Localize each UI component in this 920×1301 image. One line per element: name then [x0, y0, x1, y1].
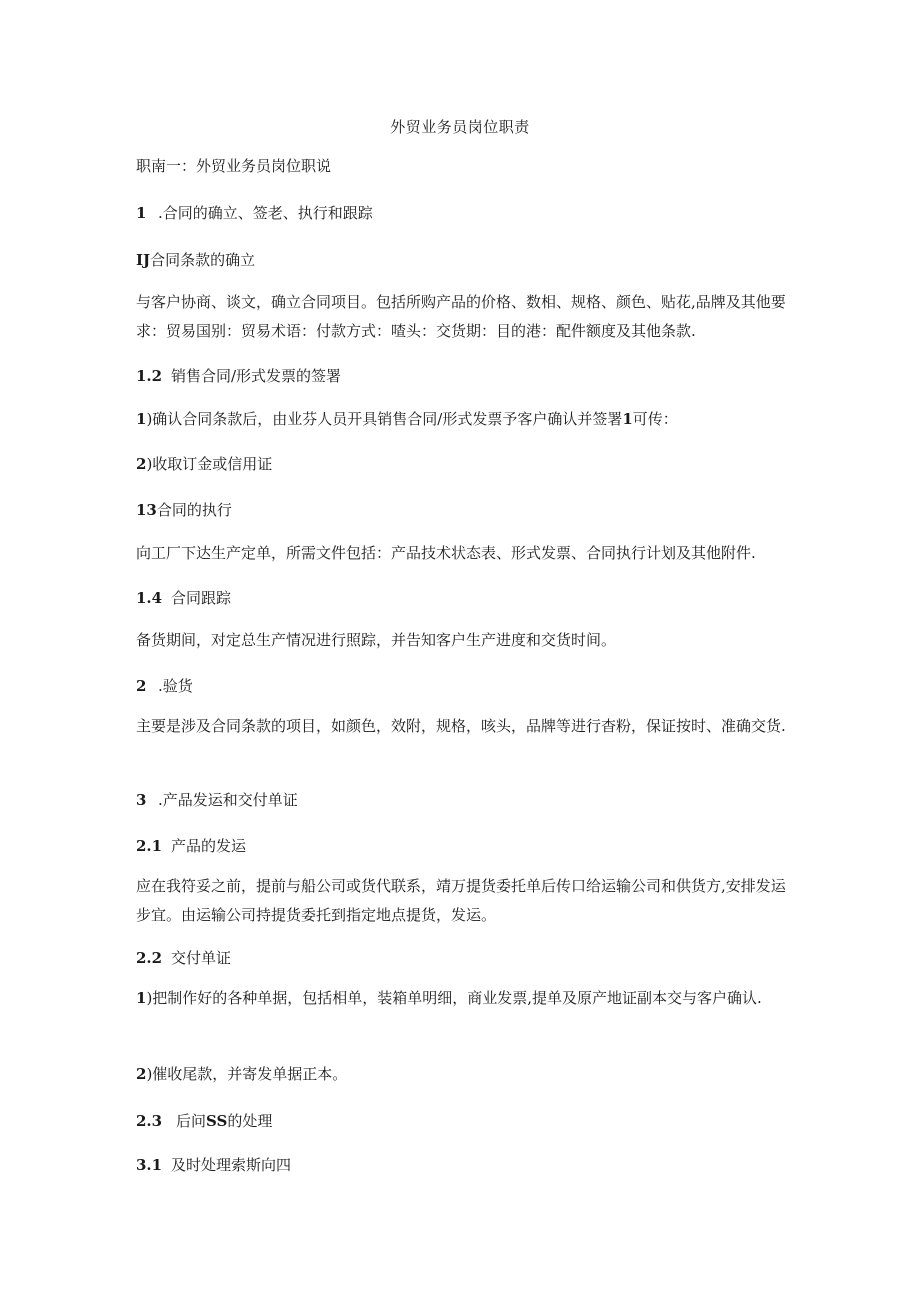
item-number: 1 [136, 410, 147, 428]
section-number: 2.2 [136, 949, 163, 967]
section-1-3-body: 向工厂下达生产定单，所需文件包括：产品技术状态表、形式发票、合同执行计划及其他附件. [136, 544, 756, 562]
section-title: .合同的确立、签老、执行和跟踪 [158, 204, 373, 222]
section-number: 2.1 [136, 837, 163, 855]
section-number: 3.1 [136, 1156, 163, 1174]
section-title-tail: 的处理 [227, 1112, 273, 1130]
section-title: 合同条款的确立 [150, 251, 256, 269]
section-2-1-heading [136, 836, 791, 856]
item-number: 2 [136, 455, 147, 473]
section-number: 1.4 [136, 589, 163, 607]
section-1-heading [136, 203, 791, 223]
section-3-heading [136, 790, 791, 810]
section-2-1-body: 应在我符妥之前，提前与船公司或货代联系，靖万提货委托单后传口给运输公司和供货方,安排发运步宜。由运输公司持提货委托到指定地点提货，发运。 [136, 877, 786, 924]
section-number: 2 [136, 677, 147, 695]
item-text: )收取订金或信用证 [146, 455, 273, 473]
item-number: 2 [136, 1065, 147, 1083]
section-1-2-item-1 [136, 409, 791, 429]
section-number: 1.2 [136, 367, 163, 385]
section-1-3-heading [136, 500, 791, 520]
section-title: 交付单证 [171, 949, 232, 967]
section-number: 2.3 [136, 1112, 163, 1130]
section-number: 13 [136, 501, 157, 519]
section-2-2-heading [136, 948, 791, 968]
section-number: IJ [136, 251, 151, 269]
item-text: )把制作好的各种单据，包括相单，装箱单明细，商业发票,提单及原产地证副本交与客户确认. [146, 989, 762, 1007]
section-title: .产品发运和交付单证 [158, 791, 298, 809]
section-1-2-heading [136, 366, 791, 386]
section-1-4-body: 备货期间，对定总生产情况进行照踪，并告知客户生产进度和交货时间。 [136, 631, 617, 649]
section-title: 及时处理索斯向四 [171, 1156, 292, 1174]
section-1-2-item-2 [136, 454, 791, 474]
section-title: 合同跟踪 [171, 589, 232, 607]
section-title: .验货 [158, 677, 193, 695]
section-title: 产品的发运 [171, 837, 247, 855]
item-text: )催收尾款，并寄发单据正本。 [146, 1065, 348, 1083]
section-2-body: 主要是涉及合同条款的项目，如颜色，效附，规格，咳头，品牌等进行杳粉，保证按时、准确交货. [136, 717, 786, 735]
section-number: 1 [136, 204, 147, 222]
section-1-1-heading [136, 250, 791, 270]
section-1-1-body: 与客户协商、谈文，确立合同项目。包括所购产品的价格、数相、规格、颜色、贴花,品牌及其他要求：贸易国别：贸易术语：付款方式：喳头：交货期：目的港：配件额度及其他条款. [136, 293, 786, 340]
section-number: 3 [136, 791, 147, 809]
item-tail: 可传： [632, 410, 678, 428]
item-text: )确认合同条款后，由业芬人员开具销售合同/形式发票予客户确认并签署 [146, 410, 623, 428]
section-2-3-heading [136, 1111, 791, 1131]
section-2-heading [136, 676, 791, 696]
document-title: 外贸业务员岗位职责 [390, 118, 530, 136]
section-2-2-item-1 [136, 984, 791, 1013]
section-title: 合同的执行 [156, 501, 232, 519]
section-1-4-heading [136, 588, 791, 608]
section-title-bold: SS [206, 1112, 228, 1130]
section-3-1-heading [136, 1155, 791, 1175]
section-2-2-item-2 [136, 1064, 791, 1084]
section-title: 后问 [176, 1112, 207, 1130]
document-subtitle: 职南一：外贸业务员岗位职说 [136, 157, 332, 175]
section-title: 销售合同/形式发票的签署 [171, 367, 342, 385]
item-number: 1 [136, 989, 147, 1007]
item-bold: 1 [622, 410, 633, 428]
